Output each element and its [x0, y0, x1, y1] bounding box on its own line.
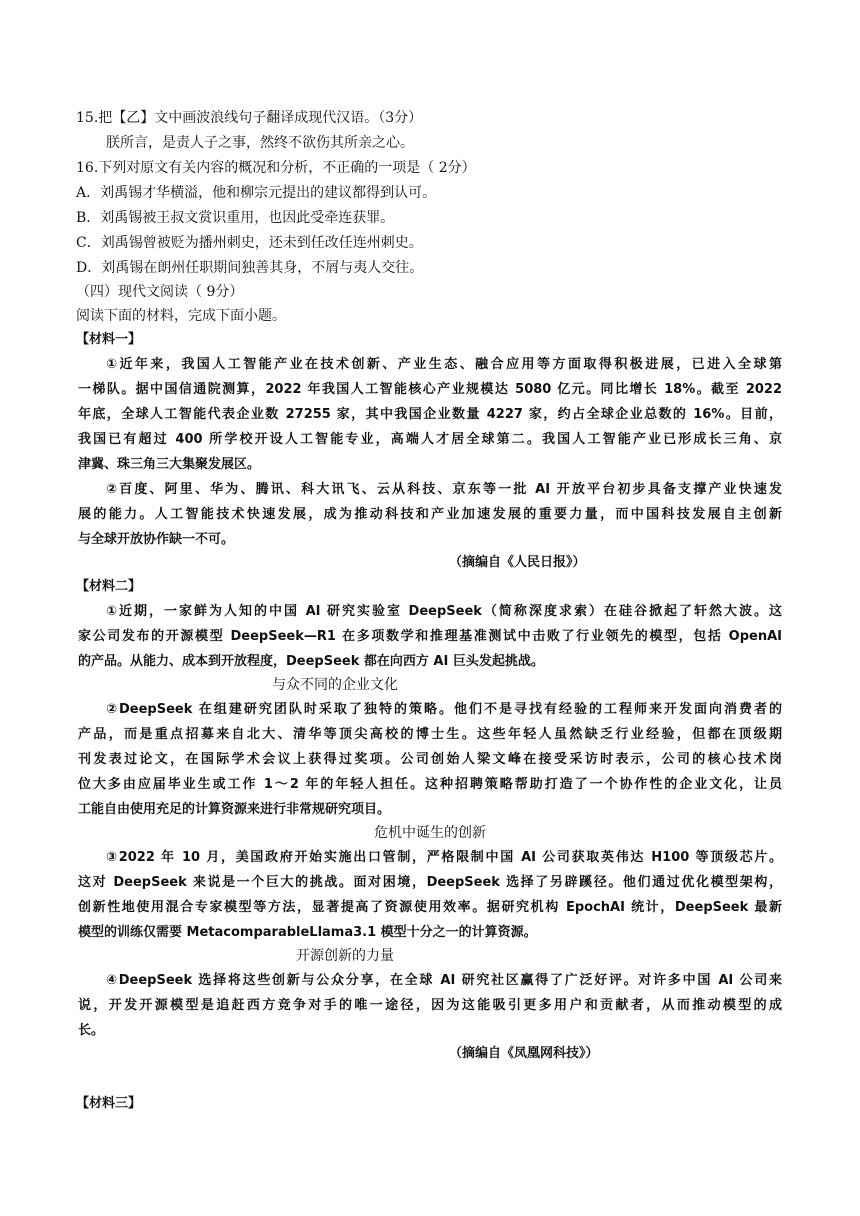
- q16-option-d: D．刘禹锡在朗州任职期间独善其身，不屑与夷人交往。: [76, 260, 424, 276]
- material-1-p1-line: ①近年来，我国人工智能产业在技术创新、产业生态、融合应用等方面取得积极进展，已进入全球第: [106, 357, 782, 372]
- q15-sentence: 朕所言，是责人子之事，然终不欲伤其所亲之心。: [106, 135, 414, 151]
- material-1-p1-line: 一梯队。据中国信通院测算，2022 年我国人工智能核心产业规模达 5080 亿元。同比增长 18%。截至 2022: [78, 382, 782, 397]
- section-instruction: 阅读下面的材料，完成下面小题。: [76, 308, 286, 324]
- material-1-p1-line: 我国已有超过 400 所学校开设人工智能专业，高端人才居全球第二。我国人工智能产业已形成长三角、京: [78, 432, 782, 447]
- material-2-p4-line: 说，开发开源模型是追赶西方竞争对手的唯一途径，因为这能吸引更多用户和贡献者，从而推动模型的成: [78, 998, 782, 1013]
- q16-option-b: B．刘禹锡被王叔文赏识重用，也因此受牵连获罪。: [76, 210, 395, 226]
- material-2-label: 【材料二】: [76, 579, 142, 594]
- material-2-p4-line: ④DeepSeek 选择将这些创新与公众分享，在全球 AI 研究社区赢得了广泛好评。对许多中国 AI 公司来: [106, 973, 782, 988]
- material-2-heading-crisis: 危机中诞生的创新: [374, 825, 486, 841]
- q16-option-a: A．刘禹锡才华横溢，他和柳宗元提出的建议都得到认可。: [76, 185, 437, 201]
- material-2-p3-line: 创新性地使用混合专家模型等方法，显著提高了资源使用效率。据研究机构 EpochAI 统计，DeepSeek 最新: [78, 900, 782, 915]
- material-1-p2-line: ②百度、阿里、华为、腾讯、科大讯飞、云从科技、京东等一批 AI 开放平台初步具备支撑产业快速发: [106, 482, 782, 497]
- material-3-label: 【材料三】: [76, 1096, 142, 1111]
- q15-prompt: 15.把【乙】文中画波浪线句子翻译成现代汉语。（3分）: [76, 110, 423, 126]
- material-2-p2-line: ②DeepSeek 在组建研究团队时采取了独特的策略。他们不是寻找有经验的工程师来开发面向消费者的: [106, 702, 782, 717]
- material-1-p2-line: 与全球开放协作缺一不可。: [78, 532, 235, 547]
- material-2-heading-open-source: 开源创新的力量: [296, 948, 394, 964]
- q16-prompt: 16.下列对原文有关内容的概况和分析，不正确的一项是（ 2分）: [76, 160, 476, 176]
- material-2-p1-line: 家公司发布的开源模型 DeepSeek—R1 在多项数学和推理基准测试中击败了行业领先的模型，包括 OpenAI: [78, 629, 782, 644]
- material-1-p1-line: 津冀、珠三角三大集聚发展区。: [78, 457, 261, 472]
- material-2-p1-line: 的产品。从能力、成本到开放程度，DeepSeek 都在向西方 AI 巨头发起挑战。: [78, 654, 544, 669]
- material-2-p2-line: 位大多由应届毕业生或工作 1～2 年的年轻人担任。这种招聘策略帮助打造了一个协作性的企业文化，让员: [78, 777, 782, 792]
- material-1-p1-line: 年底，全球人工智能代表企业数 27255 家，其中我国企业数量 4227 家，约占全球企业总数的 16%。目前，: [78, 407, 782, 422]
- material-2-p2-line: 刊发表过论文，在国际学术会议上获得过奖项。公司创始人梁文峰在接受采访时表示，公司的核心技术岗: [78, 752, 782, 767]
- material-1-label: 【材料一】: [76, 332, 142, 347]
- material-1-p2-line: 展的能力。人工智能技术快速发展，成为推动科技和产业加速发展的重要力量，而中国科技发展自主创新: [78, 507, 782, 522]
- material-1-source: （摘编自《人民日报》）: [449, 555, 586, 570]
- material-2-p2-line: 工能自由使用充足的计算资源来进行非常规研究项目。: [78, 802, 391, 817]
- material-2-p3-line: 模型的训练仅需要 MetacomparableLlama3.1 模型十分之一的计算资源。: [78, 925, 537, 940]
- material-2-p3-line: ③2022 年 10 月，美国政府开始实施出口管制，严格限制中国 AI 公司获取英伟达 H100 等顶级芯片。: [106, 850, 783, 865]
- q16-option-c: C．刘禹锡曾被贬为播州刺史，还未到任改任连州刺史。: [76, 235, 423, 251]
- material-2-heading-culture: 与众不同的企业文化: [272, 677, 398, 693]
- material-2-p3-line: 这对 DeepSeek 来说是一个巨大的挑战。面对困境，DeepSeek 选择了另辟蹊径。他们通过优化模型架构，: [78, 875, 782, 890]
- material-2-p4-line: 长。: [78, 1023, 105, 1038]
- material-2-source: （摘编自《凤凰网科技》）: [449, 1046, 599, 1061]
- material-2-p2-line: 产品，而是重点招募来自北大、清华等顶尖高校的博士生。这些年轻人虽然缺乏行业经验，但都在顶级期: [78, 727, 782, 742]
- material-2-p1-line: ①近期，一家鲜为人知的中国 AI 研究实验室 DeepSeek（简称深度求索）在硅谷掀起了轩然大波。这: [106, 604, 782, 619]
- section-heading: （四）现代文阅读（ 9分）: [76, 284, 244, 300]
